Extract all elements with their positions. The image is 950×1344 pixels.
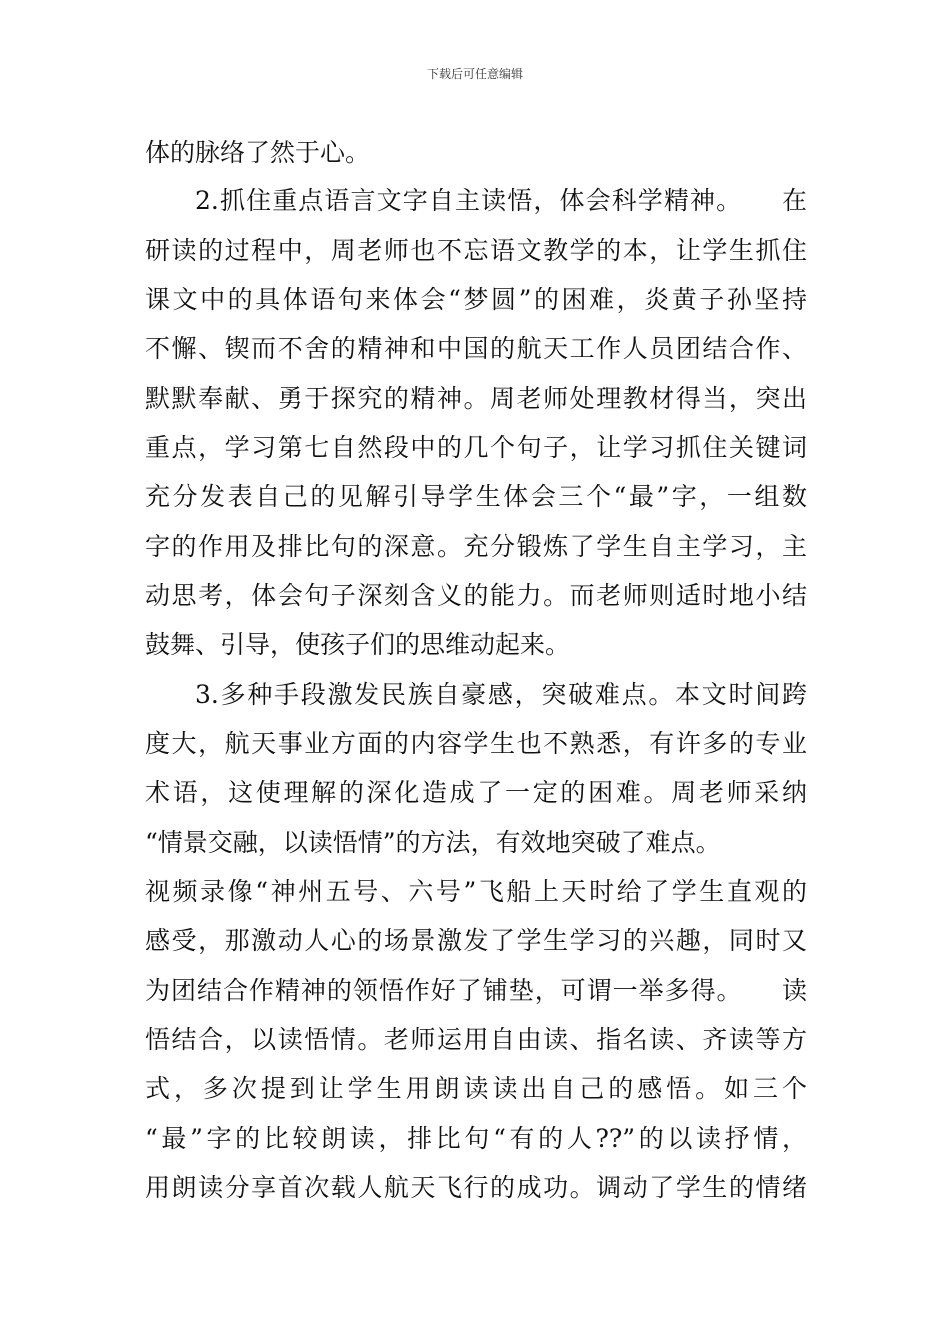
text-line: 字的作用及排比句的深意。充分锻炼了学生自主学习，主 — [145, 532, 807, 561]
text-line: 式，多次提到让学生用朗读读出自己的感悟。如三个 — [145, 1074, 807, 1103]
text-line: 为团结合作精神的领悟作好了铺垫，可谓一举多得。 读 — [145, 976, 807, 1005]
text-line: 感受，那激动人心的场景激发了学生学习的兴趣，同时又 — [145, 926, 807, 955]
text-line: 悟结合，以读悟情。老师运用自由读、指名读、齐读等方 — [145, 1025, 807, 1054]
text-line: 课文中的具体语句来体会“梦圆”的困难，炎黄子孙坚持 — [145, 285, 807, 314]
text-line: 研读的过程中，周老师也不忘语文教学的本，让学生抓住 — [145, 236, 807, 265]
text-line: “情景交融，以读悟情”的方法，有效地突破了难点。 — [145, 828, 721, 857]
text-line: 用朗读分享首次载人航天飞行的成功。调动了学生的情绪 — [145, 1173, 807, 1202]
text-line: 默默奉献、勇于探究的精神。周老师处理教材得当，突出 — [145, 384, 807, 413]
text-line: 不懈、锲而不舍的精神和中国的航天工作人员团结合作、 — [145, 334, 807, 363]
text-line: 术语，这使理解的深化造成了一定的困难。周老师采纳 — [145, 778, 807, 807]
text-line: 鼓舞、引导，使孩子们的思维动起来。 — [145, 630, 571, 659]
text-line: 动思考，体会句子深刻含义的能力。而老师则适时地小结 — [145, 581, 807, 610]
text-line: 体的脉络了然于心。 — [145, 138, 371, 167]
text-line: 3.多种手段激发民族自豪感，突破难点。本文时间跨 — [195, 680, 807, 709]
text-line: 度大，航天事业方面的内容学生也不熟悉，有许多的专业 — [145, 729, 807, 758]
text-line: 重点，学习第七自然段中的几个句子，让学习抓住关键词 — [145, 433, 807, 462]
text-line: 视频录像“神州五号、六号”飞船上天时给了学生直观的 — [145, 877, 807, 906]
text-line: 充分发表自己的见解引导学生体会三个“最”字，一组数 — [145, 482, 807, 511]
page-header: 下载后可任意编辑 — [426, 67, 523, 81]
text-line: 2.抓住重点语言文字自主读悟，体会科学精神。 在 — [195, 186, 807, 215]
text-line: “最”字的比较朗读，排比句“有的人??”的以读抒情， — [145, 1124, 807, 1153]
